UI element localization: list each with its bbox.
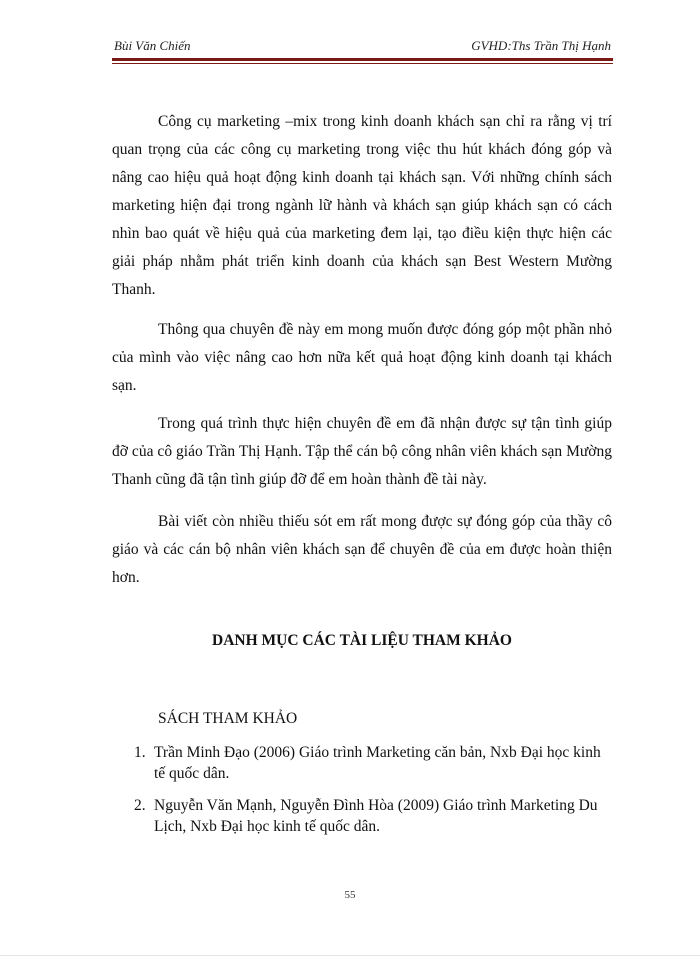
- header-rule-thin: [112, 63, 613, 64]
- reference-list: [112, 742, 612, 848]
- header-author: Bùi Văn Chiến: [114, 38, 191, 53]
- reference-number: 2.: [134, 797, 146, 814]
- paragraph-4-text: Bài viết còn nhiều thiếu sót em rất mong được sự đóng góp của thầy cô giáo và các cán bộ nhân viên khách sạn để chuyên đề của em được hoàn thiện hơn.: [112, 513, 612, 586]
- header-rule-thick: [112, 58, 613, 61]
- reference-text: Trần Minh Đạo (2006) Giáo trình Marketing căn bản, Nxb Đại học kinh tế quốc dân.: [154, 744, 601, 782]
- paragraph-3-text: Trong quá trình thực hiện chuyên đề em đã nhận được sự tận tình giúp đỡ của cô giáo Trần Thị Hạnh. Tập thể cán bộ công nhân viên khách sạn Mường Thanh cũng đã tận tình giúp đỡ để em hoàn thành đề tài này.: [112, 415, 612, 488]
- page-header: [112, 38, 613, 58]
- page-edge-divider: [0, 955, 700, 956]
- paragraph-2-text: Thông qua chuyên đề này em mong muốn được đóng góp một phần nhỏ của mình vào việc nâng cao hơn nữa kết quả hoạt động kinh doanh tại khách sạn.: [112, 321, 612, 394]
- header-advisor: GVHD:Ths Trần Thị Hạnh: [471, 38, 611, 53]
- references-section: SÁCH THAM KHẢO: [158, 710, 298, 727]
- paragraph-4: [112, 508, 612, 592]
- paragraph-2: [112, 316, 612, 400]
- paragraph-1-text: Công cụ marketing –mix trong kinh doanh khách sạn chỉ ra rằng vị trí quan trọng của các công cụ marketing trong việc thu hút khách đóng góp và nâng cao hiệu quả hoạt động kinh doanh tại khách sạn. Với những chính sách marketing hiện đại trong ngành lữ hành và khách sạn giúp khách sạn có cách nhìn bao quát về hiệu quả của marketing đem lại, tạo điều kiện thực hiện các giải pháp nhằm phát triển kinh doanh của khách sạn Best Western Mường Thanh.: [112, 113, 612, 298]
- paragraph-1: [112, 108, 612, 304]
- reference-number: 1.: [134, 744, 146, 761]
- reference-text: Nguyễn Văn Mạnh, Nguyễn Đình Hòa (2009) Giáo trình Marketing Du Lịch, Nxb Đại học kinh tế quốc dân.: [154, 797, 598, 835]
- reference-item-2: [112, 795, 612, 837]
- references-title: DANH MỤC CÁC TÀI LIỆU THAM KHẢO: [212, 632, 512, 649]
- paragraph-3: [112, 410, 612, 494]
- page-number: 55: [344, 889, 356, 901]
- reference-item-1: [112, 742, 612, 784]
